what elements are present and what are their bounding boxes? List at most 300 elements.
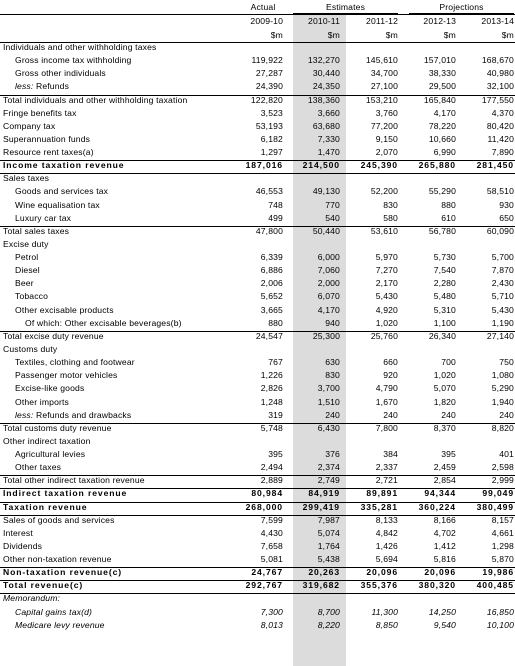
value-cell: 5,430	[491, 304, 514, 315]
value-cell: 7,300	[260, 606, 283, 617]
table-row	[0, 304, 515, 317]
value-cell: 240	[441, 409, 456, 420]
value-cell: 240	[383, 409, 398, 420]
value-cell: 7,658	[260, 540, 283, 551]
value-cell: 3,665	[260, 304, 283, 315]
value-cell: 4,661	[491, 527, 514, 538]
value-cell: 355,376	[360, 580, 398, 591]
value-cell: 650	[499, 212, 514, 223]
table-rule	[0, 42, 515, 43]
value-cell: 168,670	[481, 55, 514, 66]
value-cell: 1,510	[317, 396, 340, 407]
table-row	[0, 290, 515, 303]
header-group-estimates: Estimates	[325, 2, 366, 12]
value-cell: 24,350	[312, 81, 340, 92]
value-cell: 1,020	[375, 317, 398, 328]
value-cell: 30,440	[312, 68, 340, 79]
row-label	[15, 448, 85, 461]
value-cell: 3,660	[317, 107, 340, 118]
value-cell: 49,130	[312, 186, 340, 197]
value-cell: $m	[385, 30, 398, 40]
value-cell: 122,820	[250, 94, 283, 105]
value-cell: 5,710	[491, 291, 514, 302]
value-cell: 830	[383, 199, 398, 210]
value-cell: 580	[383, 212, 398, 223]
value-cell: 7,599	[260, 514, 283, 525]
table-row	[0, 264, 515, 277]
value-cell: 78,220	[428, 120, 456, 131]
value-cell: 4,920	[375, 304, 398, 315]
table-row	[0, 409, 515, 422]
value-cell: 8,013	[260, 619, 283, 630]
value-cell: 8,166	[433, 514, 456, 525]
row-label-text: Superannuation funds	[3, 133, 91, 144]
value-cell: 1,412	[433, 540, 456, 551]
value-cell: 770	[325, 199, 340, 210]
value-cell: 14,250	[428, 606, 456, 617]
value-cell: 1,297	[260, 147, 283, 158]
row-label	[15, 67, 106, 80]
value-cell: 99,049	[482, 488, 514, 499]
table-row	[0, 172, 515, 185]
row-label	[3, 343, 57, 356]
value-cell: 8,850	[375, 619, 398, 630]
row-label-text: Total excise duty revenue	[3, 330, 104, 341]
row-label	[3, 172, 49, 185]
table-row	[0, 107, 515, 120]
value-cell: 335,281	[360, 501, 398, 512]
value-cell: 2013-14	[481, 16, 514, 26]
value-cell: 46,553	[255, 186, 283, 197]
value-cell: $m	[443, 30, 456, 40]
row-label	[15, 396, 69, 409]
row-label-text: Customs duty	[3, 343, 58, 354]
table-row	[0, 133, 515, 146]
value-cell: 10,100	[486, 619, 514, 630]
value-cell: 2012-13	[423, 16, 456, 26]
value-cell: 700	[441, 357, 456, 368]
value-cell: 138,360	[307, 94, 340, 105]
row-label	[15, 461, 61, 474]
row-label-text: Beer	[15, 278, 34, 289]
row-label-text: Petrol	[15, 252, 39, 263]
row-label	[15, 264, 40, 277]
row-label-text: Wine equalisation tax	[15, 199, 100, 210]
value-cell: 132,270	[307, 55, 340, 66]
value-cell: 63,680	[312, 120, 340, 131]
value-cell: 145,610	[365, 55, 398, 66]
value-cell: 4,370	[491, 107, 514, 118]
value-cell: 2,337	[375, 462, 398, 473]
value-cell: 11,300	[371, 606, 398, 617]
row-label-text: Textiles, clothing and footwear	[15, 357, 135, 368]
row-label-prefix: less:	[15, 81, 34, 92]
value-cell: 26,340	[428, 330, 456, 341]
value-cell: 540	[325, 212, 340, 223]
value-cell: 20,263	[308, 567, 340, 578]
value-cell: 630	[325, 357, 340, 368]
value-cell: 27,140	[486, 330, 514, 341]
table-row	[0, 159, 515, 172]
value-cell: 2,430	[491, 278, 514, 289]
value-cell: 153,210	[365, 94, 398, 105]
row-label-text: Individuals and other withholding taxes	[3, 42, 157, 52]
row-label	[3, 107, 77, 120]
value-cell: 7,540	[433, 265, 456, 276]
value-cell: 880	[268, 317, 283, 328]
value-cell: 1,470	[317, 147, 340, 158]
row-label	[15, 290, 48, 303]
value-cell: 1,940	[491, 396, 514, 407]
value-cell: 319,682	[302, 580, 340, 591]
row-label	[15, 356, 135, 369]
value-cell: 20,096	[366, 567, 398, 578]
header-group-actual: Actual	[250, 2, 276, 12]
table-row	[0, 396, 515, 409]
value-cell: 10,660	[428, 133, 456, 144]
value-cell: 2011-12	[366, 16, 398, 26]
value-cell: 8,133	[375, 514, 398, 525]
row-label-text: Tobacco	[15, 291, 49, 302]
value-cell: 7,270	[375, 265, 398, 276]
row-label	[15, 409, 131, 422]
row-label-text: Sales taxes	[3, 173, 50, 184]
value-cell: 7,060	[317, 265, 340, 276]
row-label	[3, 159, 124, 172]
table-rule	[0, 515, 515, 516]
row-label-text: Other indirect taxation	[3, 435, 91, 446]
row-label	[3, 553, 112, 566]
row-label-text: Gross income tax withholding	[15, 55, 132, 66]
value-cell: 32,100	[486, 81, 514, 92]
row-label	[15, 619, 105, 632]
value-cell: 7,890	[491, 147, 514, 158]
row-label	[3, 592, 60, 605]
row-label	[3, 579, 83, 592]
value-cell: 27,287	[255, 68, 283, 79]
table-row	[0, 343, 515, 356]
value-cell: 4,430	[260, 527, 283, 538]
table-row	[0, 199, 515, 212]
value-cell: 4,170	[433, 107, 456, 118]
value-cell: 240	[325, 409, 340, 420]
row-label	[15, 199, 100, 212]
value-cell: 1,298	[491, 540, 514, 551]
row-label-text: Excise-like goods	[15, 383, 85, 394]
table-row	[0, 474, 515, 487]
row-label-text: Excise duty	[3, 238, 49, 249]
value-cell: 53,610	[370, 225, 398, 236]
value-cell: 5,430	[375, 291, 398, 302]
header-years-row	[0, 15, 515, 28]
row-label-text: Fringe benefits tax	[3, 107, 77, 118]
value-cell: 50,440	[312, 225, 340, 236]
value-cell: 940	[325, 317, 340, 328]
table-row	[0, 579, 515, 592]
row-label-text: Agricultural levies	[15, 449, 86, 460]
value-cell: 499	[268, 212, 283, 223]
value-cell: 165,840	[423, 94, 456, 105]
table-row	[0, 146, 515, 159]
value-cell: 4,790	[375, 383, 398, 394]
row-label-text: Refunds	[35, 81, 70, 92]
value-cell: 9,540	[433, 619, 456, 630]
value-cell: 2,459	[433, 462, 456, 473]
row-label	[15, 185, 108, 198]
value-cell: 2,070	[375, 147, 398, 158]
row-label-text: Of which: Other excisable beverages(b)	[25, 317, 182, 328]
row-label	[25, 317, 182, 330]
table-rule	[0, 593, 515, 594]
row-label-text: Other non-taxation revenue	[3, 554, 112, 565]
header-group-projections: Projections	[439, 2, 484, 12]
table-rule	[0, 502, 515, 503]
value-cell: 2,826	[260, 383, 283, 394]
value-cell: 2,999	[491, 475, 514, 486]
table-rule	[0, 160, 515, 161]
table-row	[0, 317, 515, 330]
value-cell: 1,764	[317, 540, 340, 551]
value-cell: 5,290	[491, 383, 514, 394]
row-label	[3, 527, 33, 540]
row-label-text: Total other indirect taxation revenue	[3, 475, 145, 486]
value-cell: 395	[268, 449, 283, 460]
value-cell: 25,300	[312, 330, 340, 341]
value-cell: 5,870	[491, 554, 514, 565]
value-cell: 2,374	[317, 462, 340, 473]
value-cell: 27,100	[370, 81, 398, 92]
value-cell: 1,426	[375, 540, 398, 551]
row-label-text: Other imports	[15, 396, 70, 407]
value-cell: $m	[327, 30, 340, 40]
row-label	[15, 212, 71, 225]
row-label-text: Indirect taxation revenue	[3, 488, 128, 499]
table-row	[0, 67, 515, 80]
value-cell: 77,200	[370, 120, 398, 131]
value-cell: 3,700	[317, 383, 340, 394]
table-rule	[0, 95, 515, 96]
row-label	[3, 133, 90, 146]
table-row	[0, 553, 515, 566]
table-row	[0, 80, 515, 93]
value-cell: 24,390	[255, 81, 283, 92]
value-cell: 214,500	[302, 160, 340, 171]
value-cell: 8,220	[317, 619, 340, 630]
value-cell: $m	[270, 30, 283, 40]
value-cell: 11,420	[487, 133, 514, 144]
value-cell: 5,970	[375, 252, 398, 263]
value-cell: 56,780	[428, 225, 456, 236]
value-cell: 299,419	[302, 501, 340, 512]
value-cell: 2,170	[375, 278, 398, 289]
value-cell: 920	[383, 370, 398, 381]
row-label-text: Refunds and drawbacks	[35, 409, 132, 420]
value-cell: 8,820	[491, 422, 514, 433]
value-cell: 47,800	[255, 225, 283, 236]
row-label	[15, 369, 117, 382]
value-cell: 748	[268, 199, 283, 210]
table-row	[0, 54, 515, 67]
table-row	[0, 606, 515, 619]
value-cell: 7,330	[317, 133, 340, 144]
value-cell: 767	[268, 357, 283, 368]
value-cell: 2,854	[433, 475, 456, 486]
value-cell: 4,842	[375, 527, 398, 538]
value-cell: 380,320	[418, 580, 456, 591]
value-cell: 2,721	[375, 475, 398, 486]
value-cell: 240	[499, 409, 514, 420]
value-cell: 60,090	[486, 225, 514, 236]
value-cell: 1,670	[375, 396, 398, 407]
value-cell: 401	[499, 449, 514, 460]
value-cell: 6,000	[317, 252, 340, 263]
value-cell: 376	[325, 449, 340, 460]
table-row	[0, 369, 515, 382]
value-cell: 5,070	[433, 383, 456, 394]
value-cell: 5,694	[375, 554, 398, 565]
value-cell: 380,499	[476, 501, 514, 512]
value-cell: 400,485	[476, 580, 514, 591]
value-cell: 660	[383, 357, 398, 368]
value-cell: 5,700	[491, 252, 514, 263]
row-label-text: Memorandum:	[3, 593, 61, 604]
row-label-text: Diesel	[15, 265, 40, 276]
value-cell: 930	[499, 199, 514, 210]
value-cell: 9,150	[375, 133, 398, 144]
value-cell: 2,006	[260, 278, 283, 289]
value-cell: 34,700	[370, 68, 398, 79]
row-label	[3, 120, 55, 133]
table-row	[0, 527, 515, 540]
value-cell: 89,891	[366, 488, 398, 499]
table-row	[0, 212, 515, 225]
value-cell: 7,987	[317, 514, 340, 525]
value-cell: 2,598	[491, 462, 514, 473]
value-cell: 38,330	[428, 68, 456, 79]
row-label	[3, 238, 49, 251]
value-cell: 750	[499, 357, 514, 368]
value-cell: 80,984	[251, 488, 283, 499]
value-cell: 5,310	[433, 304, 456, 315]
value-cell: 4,170	[317, 304, 340, 315]
row-label	[3, 435, 91, 448]
table-row	[0, 448, 515, 461]
value-cell: 5,074	[317, 527, 340, 538]
value-cell: 119,922	[251, 55, 283, 66]
value-cell: 6,070	[317, 291, 340, 302]
value-cell: 94,344	[424, 488, 456, 499]
table-rule	[0, 331, 515, 332]
row-label-text: Company tax	[3, 120, 56, 131]
value-cell: 2,749	[317, 475, 340, 486]
value-cell: 6,430	[317, 422, 340, 433]
row-label	[15, 606, 92, 619]
value-cell: 80,420	[486, 120, 514, 131]
table-row	[0, 487, 515, 500]
row-label-text: Passenger motor vehicles	[15, 370, 118, 381]
value-cell: 2,889	[260, 475, 283, 486]
row-label-text: Income taxation revenue	[3, 160, 125, 171]
table-rule	[0, 567, 515, 568]
value-cell: 1,226	[260, 370, 283, 381]
value-cell: 20,096	[424, 567, 456, 578]
table-row	[0, 619, 515, 632]
value-cell: 19,986	[482, 567, 514, 578]
table-rule	[0, 475, 515, 476]
table-rule	[0, 226, 515, 227]
value-cell: 16,850	[486, 606, 514, 617]
row-label-text: Total revenue(c)	[3, 580, 84, 591]
value-cell: 5,748	[260, 422, 283, 433]
table-rule	[0, 580, 515, 581]
table-row	[0, 566, 515, 579]
table-row	[0, 592, 515, 605]
value-cell: 3,523	[260, 107, 283, 118]
value-cell: 40,980	[486, 68, 514, 79]
row-label-text: Capital gains tax(d)	[15, 606, 93, 617]
value-cell: 5,730	[433, 252, 456, 263]
table-row	[0, 356, 515, 369]
value-cell: 610	[441, 212, 456, 223]
value-cell: 6,182	[260, 133, 283, 144]
value-cell: 5,480	[433, 291, 456, 302]
table-row	[0, 461, 515, 474]
value-cell: 2,280	[433, 278, 456, 289]
row-label	[15, 251, 38, 264]
value-cell: 7,870	[491, 265, 514, 276]
value-cell: 245,390	[360, 160, 398, 171]
row-label-text: Resource rent taxes(a)	[3, 147, 94, 158]
value-cell: 177,550	[481, 94, 514, 105]
value-cell: 5,081	[260, 554, 283, 565]
row-label-text: Interest	[3, 527, 33, 538]
value-cell: 268,000	[245, 501, 283, 512]
value-cell: 384	[383, 449, 398, 460]
row-label-text: Other excisable products	[15, 304, 114, 315]
value-cell: 5,816	[433, 554, 456, 565]
value-cell: 5,652	[260, 291, 283, 302]
value-cell: 5,438	[317, 554, 340, 565]
table-row	[0, 238, 515, 251]
value-cell: 84,919	[308, 488, 340, 499]
value-cell: 1,820	[433, 396, 456, 407]
value-cell: 8,157	[491, 514, 514, 525]
value-cell: 29,500	[428, 81, 456, 92]
value-cell: 8,370	[433, 422, 456, 433]
value-cell: 2010-11	[308, 16, 340, 26]
row-label-text: Other taxes	[15, 462, 62, 473]
value-cell: 2009-10	[250, 16, 283, 26]
value-cell: 281,450	[476, 160, 514, 171]
row-label	[15, 54, 131, 67]
value-cell: 52,200	[370, 186, 398, 197]
value-cell: 319	[268, 409, 283, 420]
row-label-text: Total customs duty revenue	[3, 422, 112, 433]
row-label	[3, 540, 42, 553]
row-label	[15, 304, 114, 317]
value-cell: 24,547	[255, 330, 283, 341]
table-row	[0, 540, 515, 553]
table-rule	[0, 423, 515, 424]
row-label-text: Dividends	[3, 540, 43, 551]
value-cell: 55,290	[428, 186, 456, 197]
value-cell: 7,800	[375, 422, 398, 433]
value-cell: 6,886	[260, 265, 283, 276]
row-label-text: Medicare levy revenue	[15, 619, 105, 630]
value-cell: 292,767	[245, 580, 283, 591]
row-label-text: Luxury car tax	[15, 212, 72, 223]
row-label-text: Gross other individuals	[15, 68, 106, 79]
